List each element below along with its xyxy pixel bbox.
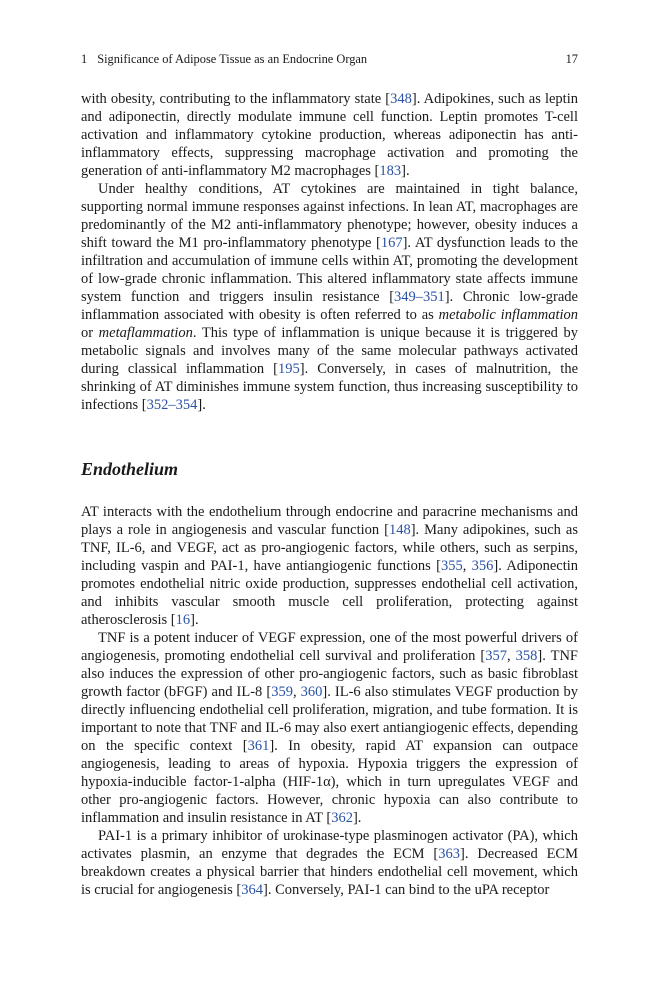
chapter-title: Significance of Adipose Tissue as an Endocrine Organ — [97, 52, 368, 66]
paragraph: AT interacts with the endothelium through endocrine and paracrine mechanisms and plays a role in angiogenesis and vascular function [148]. Many adipokines, such as TNF, IL-6, and VEGF, act as pro-angiogenic factors, while others, such as serpins, including vaspin and PAI-1, have antiangiogenic functions [355, 356]. Adiponectin promotes endothelial nitric oxide production, suppresses endothelial cell activation, and inhibits vascular smooth muscle cell proliferation, protecting against atherosclerosis [16]. — [81, 504, 579, 628]
text-block-endothelium — [81, 503, 578, 899]
citation-link[interactable]: 363 — [438, 846, 460, 862]
citation-link[interactable]: 364 — [241, 882, 264, 898]
citation-link[interactable]: 349–351 — [394, 289, 445, 305]
chapter-number: 1 — [81, 52, 88, 66]
citation-link[interactable]: 355 — [440, 558, 463, 574]
text-block-immune — [81, 90, 578, 414]
citation-link[interactable]: 148 — [388, 522, 411, 538]
citation-link[interactable]: 362 — [331, 810, 353, 826]
emphasis-term: metabolic inflammation — [438, 307, 578, 323]
citation-link[interactable]: 348 — [390, 91, 412, 107]
citation-link[interactable]: 359 — [271, 684, 293, 700]
running-head-title — [81, 51, 367, 67]
citation-link[interactable]: 352–354 — [146, 397, 198, 413]
page-number: 17 — [565, 52, 578, 66]
citation-link[interactable]: 183 — [379, 163, 402, 179]
citation-link[interactable]: 361 — [247, 738, 270, 754]
section-heading: Endothelium — [81, 459, 179, 479]
running-head — [81, 51, 578, 67]
emphasis-term: metaflammation — [98, 325, 193, 341]
paragraph: PAI-1 is a primary inhibitor of urokinase-type plasminogen activator (PA), which activates plasmin, an enzyme that degrades the ECM [363]. Decreased ECM breakdown creates a physical barrier that hinders endothelial cell movement, which is crucial for angiogenesis [364]. Conversely, PAI-1 can bind to the uPA receptor — [81, 828, 578, 898]
paragraph: TNF is a potent inducer of VEGF expression, one of the most powerful drivers of angiogenesis, promoting endothelial cell survival and proliferation [357, 358]. TNF also induces the expression of other pro-angiogenic factors, such as basic fibroblast growth factor (bFGF) and IL-8 [359, 360]. IL-6 also stimulates VEGF production by directly influencing endothelial cell proliferation, migration, and tube formation. It is important to note that TNF and IL-6 may also exert antiangiogenic effects, depending on the specific context [361]. In obesity, rapid AT expansion can outpace angiogenesis, leading to areas of hypoxia. Hypoxia triggers the expression of hypoxia-inducible factor-1-alpha (HIF-1α), which in turn upregulates VEGF and other pro-angiogenic factors. However, chronic hypoxia can also contribute to inflammation and insulin resistance in AT [362]. — [81, 630, 579, 826]
citation-link[interactable]: 357 — [485, 648, 508, 664]
citation-link[interactable]: 356 — [471, 558, 494, 574]
citation-link[interactable]: 167 — [380, 235, 403, 251]
citation-link[interactable]: 195 — [277, 361, 300, 377]
paragraph: with obesity, contributing to the inflammatory state [348]. Adipokines, such as leptin and adiponectin, directly modulate immune cell function. Leptin promotes T-cell activation and inflammatory cytokine production, whereas adiponectin has anti-inflammatory effects, suppressing macrophage activation and promoting the generation of anti-inflammatory M2 macrophages [183]. — [81, 91, 578, 179]
paragraph: Under healthy conditions, AT cytokines are maintained in tight balance, supporting normal immune responses against infections. In lean AT, macrophages are predominantly of the M2 anti-inflammatory phenotype; however, obesity induces a shift toward the M1 pro-inflammatory phenotype [167]. AT dysfunction leads to the infiltration and accumulation of immune cells within AT, promoting the development of low-grade chronic inflammation. This altered inflammatory state affects immune system function and triggers insulin resistance [349–351]. Chronic low-grade inflammation associated with obesity is often referred to as metabolic inflammation or metaflammation. This type of inflammation is unique because it is triggered by metabolic signals and involves many of the same molecular pathways activated during classical inflammation [195]. Conversely, in cases of malnutrition, the shrinking of AT diminishes immune system function, thus increasing susceptibility to infections [352–354]. — [81, 181, 579, 413]
citation-link[interactable]: 16 — [175, 612, 191, 628]
citation-link[interactable]: 360 — [300, 684, 323, 700]
citation-link[interactable]: 358 — [515, 648, 538, 664]
